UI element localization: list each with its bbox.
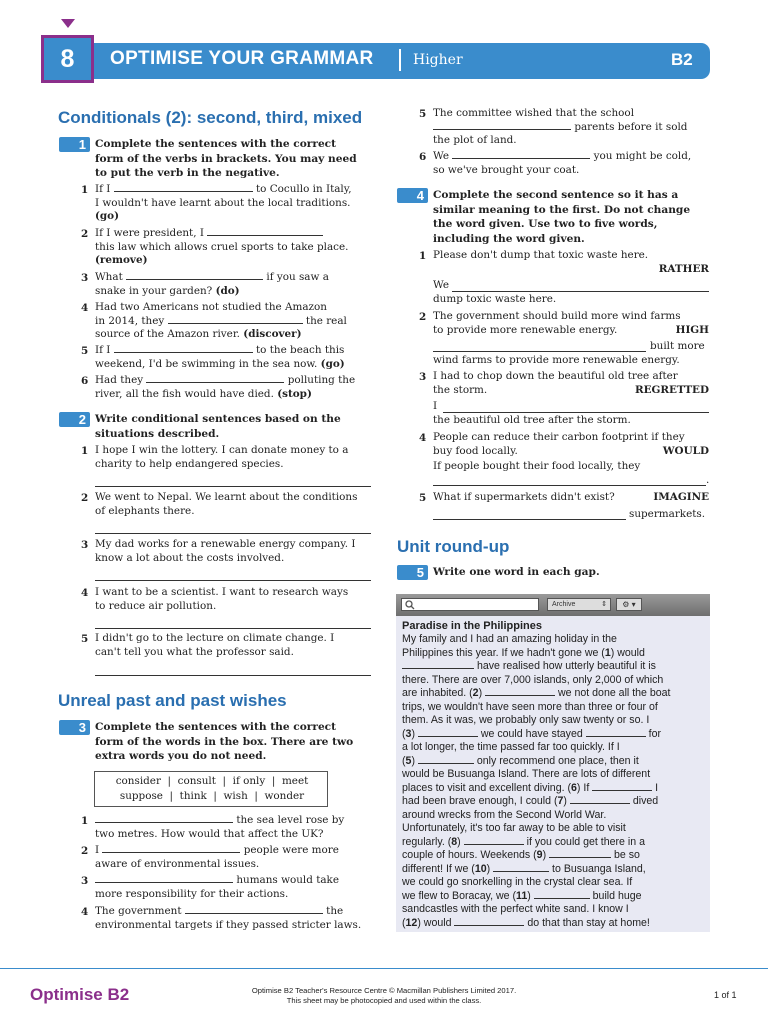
key-word: HIGH <box>675 324 709 336</box>
item-number: 5 <box>81 345 89 357</box>
exercise-3-item-1: the sea level rose by two metres. How would that affect the UK? <box>95 814 345 840</box>
footer-note: This sheet may be photocopied and used within the class. <box>286 996 482 1005</box>
answer-line[interactable] <box>95 580 371 581</box>
gap-number: 7 <box>557 795 564 807</box>
answer-blank[interactable] <box>207 227 323 236</box>
exercise-3-item-4: The government the environmental targets if they passed stricter laws. <box>95 905 362 931</box>
gap-blank[interactable] <box>485 687 555 696</box>
key-word: REGRETTED <box>634 384 709 396</box>
item-number: 4 <box>81 906 89 918</box>
exercise-2-item-1: I hope I win the lottery. I can donate money to a charity to help endangered species. <box>95 444 349 470</box>
story-line: we flew to Boracay, we (11) build huge <box>402 889 642 902</box>
gap-number: 2 <box>472 687 479 699</box>
exercise-4-item-3-end: the beautiful old tree after the storm. <box>433 414 631 426</box>
exercise-3-instruction: Complete the sentences with the correct form of the words in the box. There are two extra words you do not need. <box>95 721 354 762</box>
key-word: IMAGINE <box>653 491 709 503</box>
exercise-1-item-6b: We you might be cold, so we've brought your coat. <box>433 150 692 176</box>
story-line: places to visit and excellent diving. (6) If I <box>402 781 659 794</box>
story-line: different! If we (10) to Busuanga Island, <box>402 862 646 875</box>
item-number: 4 <box>419 432 427 444</box>
item-number: 1 <box>81 445 89 457</box>
exercise-1-item-6: Had they polluting the river, all the fish would have died. (stop) <box>95 374 356 400</box>
answer-line[interactable] <box>443 412 709 413</box>
answer-line[interactable] <box>433 519 626 520</box>
exercise-3-item-2: I people were more aware of environmental issues. <box>95 844 339 870</box>
exercise-2-item-2: We went to Nepal. We learnt about the conditions of elephants there. <box>95 491 358 517</box>
page-subtitle: Higher <box>413 52 463 68</box>
item-number: 6 <box>419 151 427 163</box>
story-line: around wrecks from the Second World War. <box>402 808 607 821</box>
answer-blank[interactable] <box>114 344 253 353</box>
answer-blank[interactable] <box>168 315 303 324</box>
answer-blank[interactable] <box>126 271 263 280</box>
page-title: OPTIMISE YOUR GRAMMAR <box>110 48 374 69</box>
gap-number: 6 <box>571 781 577 794</box>
story-line: sandcastles with the perfect white sand. I know I <box>402 903 629 915</box>
answer-blank[interactable] <box>114 183 253 192</box>
exercise-4-item-5: What if supermarkets didn't exist? <box>433 491 615 503</box>
story-line: have realised how utterly beautiful it is <box>402 660 656 674</box>
story-line: Philippines this year. If we hadn't gone we (1) would <box>402 646 645 659</box>
gear-icon: ⚙ ▾ <box>622 600 636 609</box>
exercise-4-item-3: I had to chop down the beautiful old tree after the storm. <box>433 370 678 396</box>
exercise-4-item-2-cont: built more <box>650 340 705 352</box>
story-line: My family and I had an amazing holiday in the <box>402 633 617 645</box>
exercise-1-item-5: If I to the beach this weekend, I'd be swimming in the sea now. (go) <box>95 344 345 370</box>
word-box <box>94 771 328 807</box>
exercise-4-item-4: People can reduce their carbon footprint if they buy food locally. <box>433 431 685 457</box>
answer-line[interactable] <box>452 291 709 292</box>
exercise-2-item-4: I want to be a scientist. I want to research ways to reduce air pollution. <box>95 586 349 612</box>
exercise-2-item-5: I didn't go to the lecture on climate change. I can't tell you what the professor said. <box>95 632 335 658</box>
exercise-1-item-5b: The committee wished that the school parents before it sold the plot of land. <box>433 107 688 146</box>
item-number: 3 <box>81 539 89 551</box>
story-line: had been brave enough, I could (7) dived <box>402 795 659 807</box>
gap-blank[interactable] <box>534 890 590 899</box>
item-number: 5 <box>419 108 427 120</box>
story-line: them. As it was, we probably only saw twenty or so. I <box>402 714 650 726</box>
item-number: 2 <box>81 228 89 240</box>
level-badge: B2 <box>671 50 693 69</box>
gap-number: 10 <box>474 862 487 875</box>
exercise-4-item-2: The government should build more wind farms to provide more renewable energy. <box>433 310 681 336</box>
story-line: would be Busuanga Island. There are lots of different <box>402 768 651 780</box>
gap-blank[interactable] <box>418 728 478 737</box>
item-number: 3 <box>81 875 89 887</box>
item-number: 3 <box>419 371 427 383</box>
answer-blank[interactable] <box>433 121 571 130</box>
exercise-2-instruction: Write conditional sentences based on the situations described. <box>95 413 341 440</box>
footer-divider <box>0 968 768 969</box>
gap-number: 1 <box>604 646 611 659</box>
gap-number: 5 <box>405 754 412 767</box>
answer-blank[interactable] <box>452 150 590 159</box>
item-number: 3 <box>81 272 89 284</box>
story-line: Unfortunately, it's too far away to be able to visit <box>402 822 626 834</box>
story-title: Paradise in the Philippines <box>402 620 542 632</box>
exercise-badge-3: 3 <box>59 720 90 735</box>
gap-blank[interactable] <box>402 660 474 669</box>
answer-line[interactable] <box>95 675 371 676</box>
exercise-2-item-3: My dad works for a renewable energy company. I know a lot about the costs involved. <box>95 538 356 564</box>
answer-line[interactable] <box>95 486 371 487</box>
page-number: 1 of 1 <box>714 990 737 1000</box>
answer-blank[interactable] <box>95 814 233 823</box>
answer-blank[interactable] <box>95 874 233 883</box>
story-line: trips, we wouldn't have seen more than three or four of <box>402 700 658 713</box>
exercise-3-item-3: humans would take more responsibility for their actions. <box>95 874 340 900</box>
exercise-4-instruction: Complete the second sentence so it has a similar meaning to the first. Do not change the word given. Use two to five words, including the word given. <box>433 189 691 245</box>
archive-select[interactable]: Archive ⇕ <box>547 598 611 611</box>
exercise-4-item-5-end: supermarkets. <box>629 508 706 520</box>
gap-number: 8 <box>451 835 458 848</box>
item-number: 5 <box>419 492 427 504</box>
search-input[interactable] <box>401 598 539 611</box>
exercise-1-item-3: What if you saw a snake in your garden? (do) <box>95 271 329 297</box>
word-box-line-1: consider | consult | if only | meet <box>115 775 309 787</box>
gap-number: 12 <box>405 916 418 929</box>
gap-blank[interactable] <box>586 728 646 737</box>
answer-line[interactable] <box>433 351 646 352</box>
key-word: RATHER <box>658 263 709 275</box>
gap-number: 11 <box>516 889 528 902</box>
story-line: (3) we could have stayed for <box>402 727 662 740</box>
gap-number: 9 <box>536 849 543 861</box>
answer-line[interactable] <box>95 628 371 629</box>
exercise-4-item-4-answer: If people bought their food locally, they <box>433 460 641 472</box>
gap-number: 3 <box>405 727 412 740</box>
exercise-4-item-2-end: wind farms to provide more renewable energy. <box>433 354 680 366</box>
story-line: (12) would do that than stay at home! <box>402 916 650 929</box>
item-number: 1 <box>419 250 427 262</box>
answer-line[interactable] <box>433 485 706 486</box>
story-line: couple of hours. Weekends (9) be so <box>402 849 640 861</box>
sentence-end: . <box>706 474 710 486</box>
story-line: there. There are over 7,000 islands, only 2,000 of which <box>402 673 664 686</box>
chevron-down-icon: ⇕ <box>601 601 607 608</box>
story-line: (5) only recommend one place, then it <box>402 754 639 767</box>
item-number: 6 <box>81 375 89 387</box>
unit-number-box: 8 <box>41 35 94 83</box>
gap-blank[interactable] <box>418 755 474 764</box>
item-number: 1 <box>81 184 89 196</box>
gap-blank[interactable] <box>454 917 524 926</box>
title-separator <box>399 49 401 71</box>
item-number: 2 <box>81 845 89 857</box>
gap-blank[interactable] <box>592 782 652 791</box>
item-number: 2 <box>81 492 89 504</box>
gap-blank[interactable] <box>464 836 524 845</box>
item-number: 4 <box>81 302 89 314</box>
key-word: WOULD <box>662 445 709 457</box>
item-number: 2 <box>419 311 427 323</box>
exercise-badge-5: 5 <box>397 565 428 580</box>
story-line: regularly. (8) if you could get there in a <box>402 835 645 848</box>
answer-blank[interactable] <box>185 905 323 914</box>
gap-blank[interactable] <box>493 863 549 872</box>
exercise-4-item-3-answer: I <box>433 400 438 412</box>
section-title-round-up: Unit round-up <box>397 537 510 556</box>
exercise-4-item-1-answer: We <box>433 279 449 291</box>
story-line: are inhabited. (2) we not done all the boat <box>402 687 671 699</box>
exercise-4-item-1-end: dump toxic waste here. <box>433 293 557 305</box>
exercise-1-instruction: Complete the sentences with the correct form of the verbs in brackets. You may need to put the verb in the negative. <box>95 138 357 179</box>
item-number: 5 <box>81 633 89 645</box>
exercise-4-item-1: Please don't dump that toxic waste here. <box>433 249 649 261</box>
story-line: we could go snorkelling in the crystal clear sea. If <box>402 876 633 888</box>
footer-copyright: Optimise B2 Teacher's Resource Centre © Macmillan Publishers Limited 2017. <box>251 986 517 995</box>
search-icon <box>405 600 415 610</box>
word-box-line-2: suppose | think | wish | wonder <box>119 790 305 802</box>
exercise-badge-2: 2 <box>59 412 90 427</box>
gap-blank[interactable] <box>570 795 630 804</box>
exercise-1-item-2: If I were president, I this law which allows cruel sports to take place. (remove) <box>95 227 349 266</box>
story-line: a lot longer, the time passed far too quickly. If I <box>402 741 620 753</box>
answer-line[interactable] <box>95 533 371 534</box>
item-number: 4 <box>81 587 89 599</box>
exercise-badge-1: 1 <box>59 137 90 152</box>
unit-marker-triangle <box>61 19 75 28</box>
answer-blank[interactable] <box>146 374 284 383</box>
exercise-badge-4: 4 <box>397 188 428 203</box>
gap-blank[interactable] <box>549 849 611 858</box>
item-number: 1 <box>81 815 89 827</box>
footer-logo: Optimise B2 <box>30 985 130 1004</box>
exercise-1-item-1: If I to Cocullo in Italy, I wouldn't have learnt about the local traditions. (go) <box>95 183 352 222</box>
answer-blank[interactable] <box>102 844 240 853</box>
exercise-1-item-4: Had two Americans not studied the Amazon in 2014, they the real source of the Amazon river. (discover) <box>95 301 347 340</box>
section-title-conditionals: Conditionals (2): second, third, mixed <box>58 108 363 127</box>
section-title-unreal-past: Unreal past and past wishes <box>58 691 287 710</box>
exercise-5-instruction: Write one word in each gap. <box>433 566 600 578</box>
settings-button[interactable] <box>616 598 642 611</box>
